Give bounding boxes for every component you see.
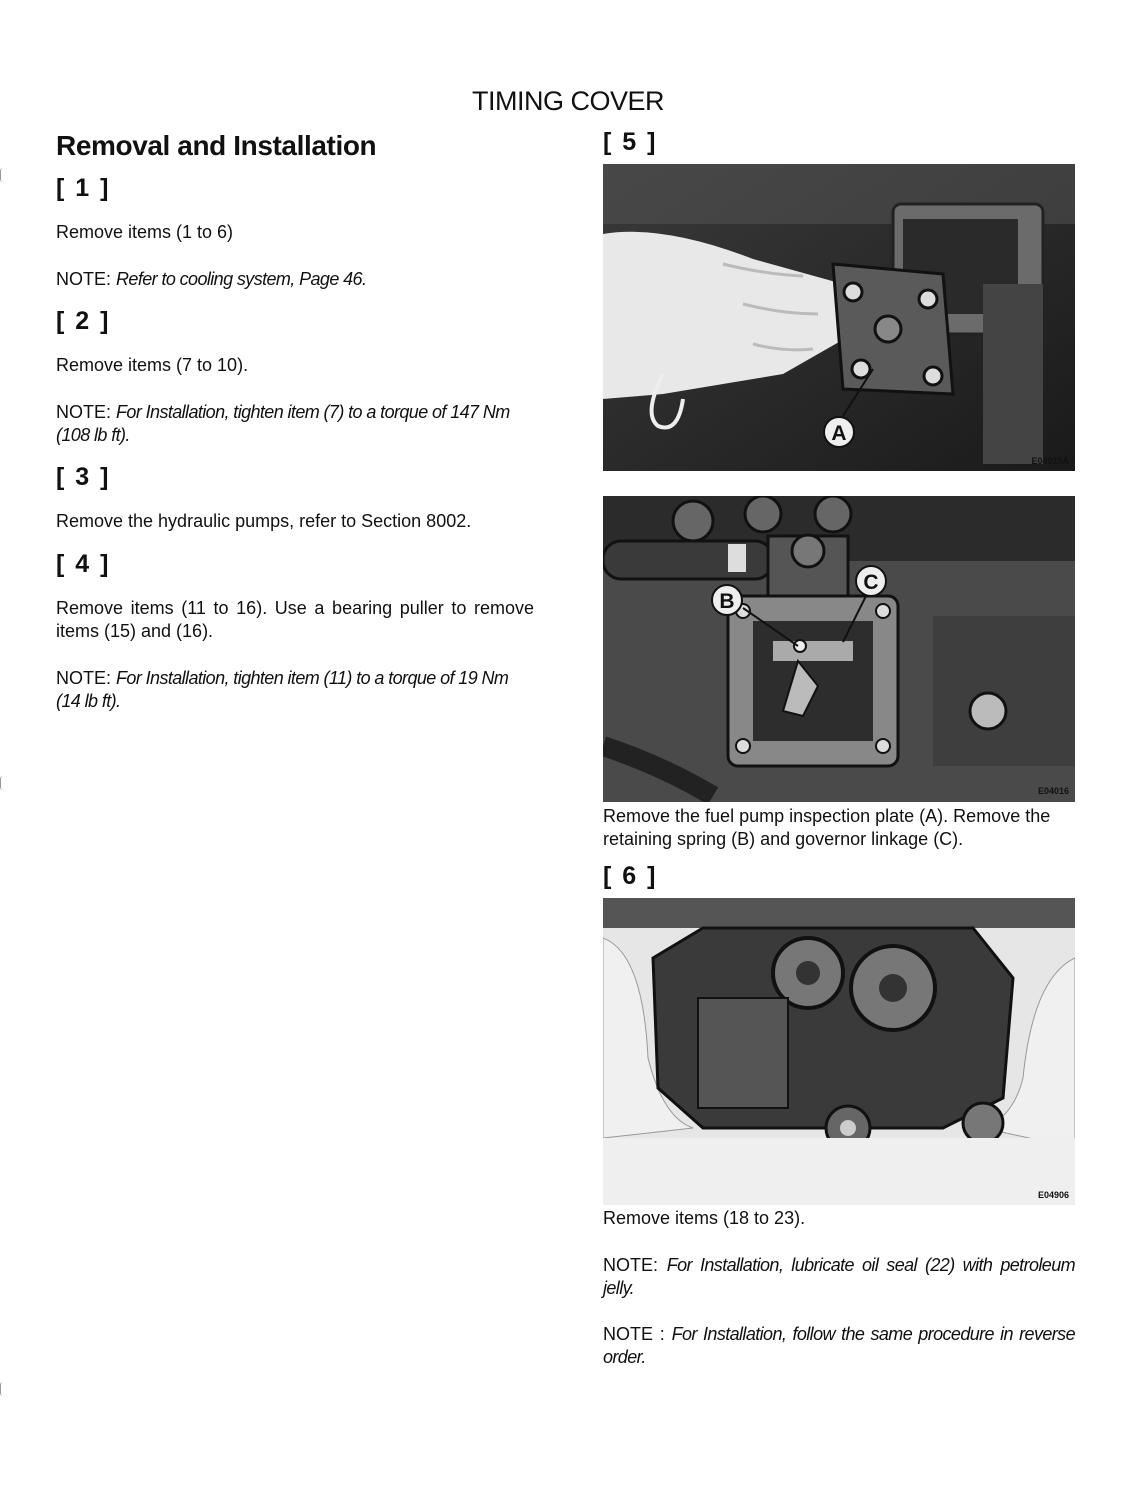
note-label: NOTE : <box>603 1324 665 1344</box>
scan-edge-mark <box>0 776 6 790</box>
step-4-label: [ 4 ] <box>56 550 111 578</box>
note-text: For Installation, lubricate oil seal (22) with petroleum jelly. <box>603 1255 1075 1298</box>
step-4-note <box>56 667 534 713</box>
step-2-note <box>56 401 534 447</box>
note-label: NOTE: <box>56 668 112 688</box>
section-heading: Removal and Installation <box>56 130 377 161</box>
step-6-caption: Remove items (18 to 23). <box>603 1208 806 1228</box>
note-label: NOTE: <box>603 1255 659 1275</box>
step-1-note <box>56 268 534 291</box>
callout-c: C <box>863 571 879 594</box>
step-3-text: Remove the hydraulic pumps, refer to Section 8002. <box>56 511 472 531</box>
figure-code: E04016 <box>1037 786 1069 796</box>
step-6-note-1 <box>603 1254 1075 1300</box>
figure-timing-cover <box>603 898 1075 1205</box>
callout-b: B <box>719 590 735 613</box>
note-text: For Installation, follow the same procedure in reverse order. <box>603 1324 1075 1367</box>
note-label: NOTE: <box>56 269 112 289</box>
note-text: For Installation, tighten item (11) to a torque of 19 Nm (14 lb ft). <box>56 668 509 711</box>
note-text: For Installation, tighten item (7) to a torque of 147 Nm (108 lb ft). <box>56 402 510 445</box>
step-2-label: [ 2 ] <box>56 307 111 335</box>
left-column <box>56 130 534 713</box>
step-1-text: Remove items (1 to 6) <box>56 222 234 242</box>
scan-edge-mark <box>0 1382 6 1396</box>
step-6-label: [ 6 ] <box>603 862 658 890</box>
step-6-note-2 <box>603 1323 1075 1369</box>
step-3-label: [ 3 ] <box>56 463 111 491</box>
figure-code: E04015A <box>1031 456 1069 466</box>
note-label: NOTE: <box>56 402 112 422</box>
scan-edge-mark <box>0 168 6 182</box>
page-title: TIMING COVER <box>471 86 664 116</box>
step-5-label: [ 5 ] <box>603 128 658 156</box>
step-5-caption: Remove the fuel pump inspection plate (A). Remove the retaining spring (B) and governor linkage (C). <box>603 806 1051 849</box>
step-2-text: Remove items (7 to 10). <box>56 355 249 375</box>
figure-inspection-plate <box>603 164 1075 471</box>
figure-code: E04906 <box>1037 1190 1069 1200</box>
step-4-text: Remove items (11 to 16). Use a bearing puller to remove items (15) and (16). <box>56 598 534 641</box>
step-1-label: [ 1 ] <box>56 174 111 202</box>
note-text: Refer to cooling system, Page 46. <box>116 269 367 289</box>
callout-a: A <box>831 422 847 445</box>
figure-governor-linkage <box>603 496 1075 802</box>
